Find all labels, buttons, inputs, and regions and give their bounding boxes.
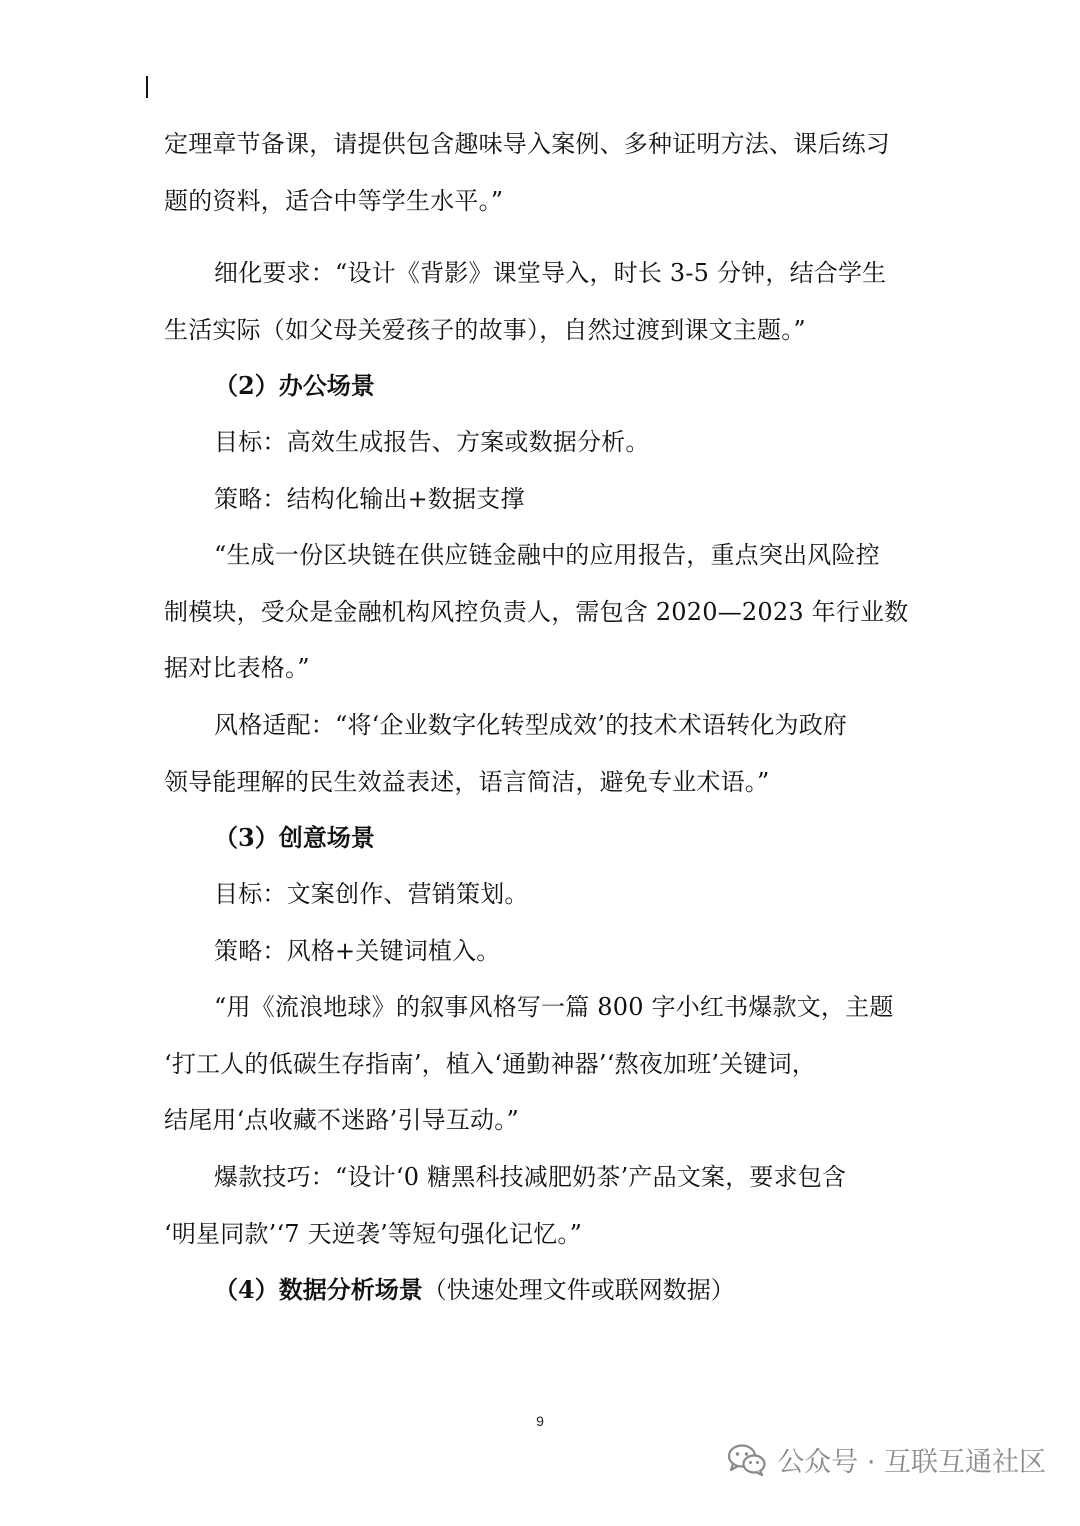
- paragraph-5-line-2: 制模块，受众是金融机构风控负责人，需包含 2020—2023 年行业数: [164, 597, 909, 626]
- paragraph-10-line-1: 爆款技巧：“设计‘0 糖黑科技减肥奶茶’产品文案，要求包含: [214, 1163, 847, 1191]
- paragraph-1-line-1: 定理章节备课，请提供包含趣味导入案例、多种证明方法、课后练习: [164, 130, 890, 158]
- heading-creative-scene: [214, 810, 375, 866]
- text-cursor: [146, 76, 148, 98]
- paragraph-2-line-1: 细化要求：“设计《背影》课堂导入，时长 3-5 分钟，结合学生: [214, 259, 887, 287]
- paragraph-2-line-2: 生活实际（如父母关爱孩子的故事），自然过渡到课文主题。”: [164, 315, 806, 344]
- paragraph-8: [164, 923, 920, 980]
- paragraph-1-line-2: 题的资料，适合中等学生水平。”: [164, 186, 504, 215]
- paragraph-5-line-3: 据对比表格。”: [164, 654, 310, 682]
- paragraph-9: [164, 979, 920, 1149]
- heading-office-scene: [214, 358, 375, 414]
- heading-office-scene-text: （2）办公场景: [214, 371, 375, 400]
- paragraph-5: [164, 527, 920, 697]
- paragraph-10-line-2: ‘明星同款’‘7 天逆袭’等短句强化记忆。”: [164, 1219, 583, 1248]
- paragraph-5-line-1: “生成一份区块链在供应链金融中的应用报告，重点突出风险控: [214, 541, 880, 569]
- paragraph-10: [164, 1149, 920, 1262]
- watermark: [727, 1440, 1046, 1479]
- heading-data-analysis-note: （快速处理文件或联网数据）: [422, 1276, 735, 1304]
- paragraph-4-line-1: 策略：结构化输出+数据支撑: [214, 485, 525, 513]
- paragraph-3: [164, 414, 920, 471]
- paragraph-2: [164, 245, 920, 358]
- paragraph-9-line-3: 结尾用‘点收藏不迷路’引导互动。”: [164, 1106, 519, 1134]
- wechat-icon: [727, 1443, 767, 1477]
- paragraph-6-line-1: 风格适配：“将‘企业数字化转型成效’的技术术语转化为政府: [214, 711, 848, 739]
- paragraph-3-line-1: 目标：高效生成报告、方案或数据分析。: [214, 428, 650, 456]
- heading-data-analysis-bold: （4）数据分析场景: [214, 1275, 423, 1304]
- paragraph-4: [164, 471, 920, 528]
- paragraph-7-line-1: 目标：文案创作、营销策划。: [214, 880, 529, 908]
- paragraph-9-line-1: “用《流浪地球》的叙事风格写一篇 800 字小红书爆款文，主题: [214, 993, 894, 1021]
- paragraph-6-line-2: 领导能理解的民生效益表述，语言简洁，避免专业术语。”: [164, 767, 770, 796]
- paragraph-8-line-1: 策略：风格+关键词植入。: [214, 937, 501, 965]
- watermark-text: 公众号 · 互联互通社区: [777, 1447, 1046, 1478]
- paragraph-6: [164, 697, 920, 810]
- heading-creative-scene-text: （3）创意场景: [214, 823, 375, 852]
- paragraph-7: [164, 866, 920, 923]
- paragraph-9-line-2: ‘打工人的低碳生存指南’，植入‘通勤神器’‘熬夜加班’关键词，: [164, 1049, 816, 1078]
- page-number: 9: [536, 1413, 544, 1429]
- paragraph-1: [164, 116, 920, 229]
- heading-data-analysis-scene: [214, 1262, 735, 1318]
